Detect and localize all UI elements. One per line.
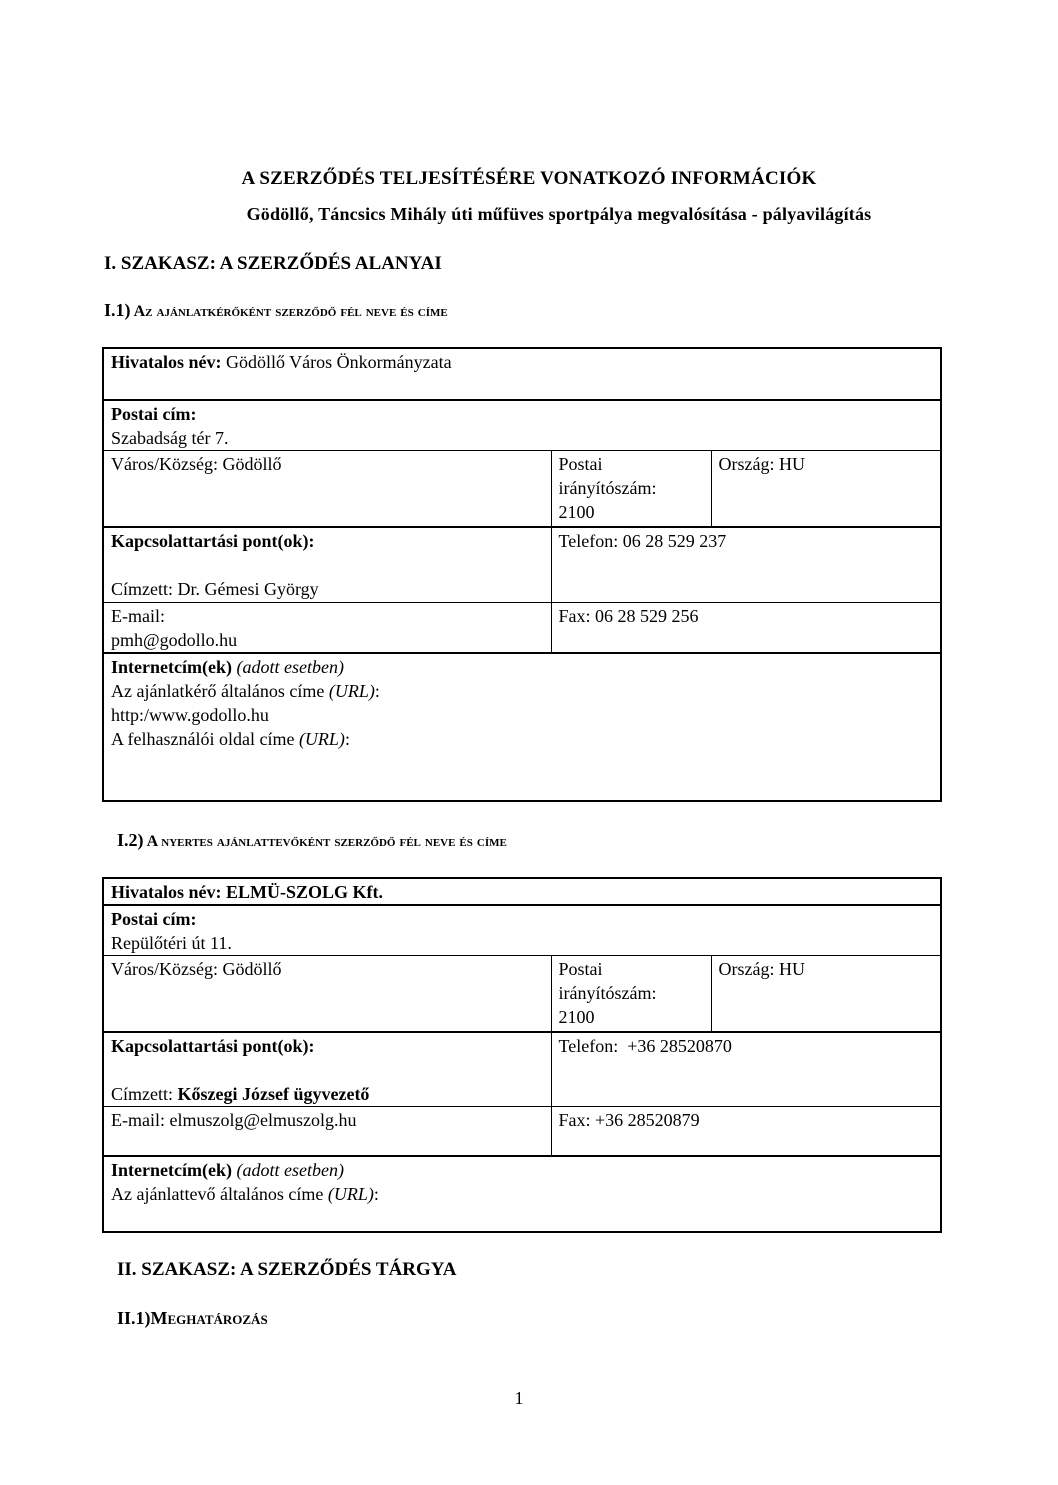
phone-cell — [551, 1032, 941, 1107]
city-value: Gödöllő — [217, 454, 282, 474]
email-value: elmuszolg@elmuszolg.hu — [164, 1109, 357, 1130]
page-number: 1 — [514, 1388, 524, 1408]
postcode-cell — [551, 956, 711, 1032]
official-name-cell — [103, 878, 941, 905]
section-2-heading: II. SZAKASZ: A SZERZŐDÉS TÁRGYA — [117, 1259, 457, 1280]
country-cell — [711, 956, 941, 1032]
city-cell — [103, 956, 551, 1032]
section-2-1-number: II.1) — [117, 1308, 151, 1328]
section-2-1-heading — [117, 1308, 268, 1329]
general-url-label: Az ajánlatkérő általános címe — [111, 681, 329, 701]
contact-label: Kapcsolattartási pont(ok): — [111, 1035, 315, 1056]
url-tag: (URL) — [327, 1184, 374, 1204]
section-1-heading: I. SZAKASZ: A SZERZŐDÉS ALANYAI — [104, 253, 442, 274]
fax-cell — [551, 603, 941, 654]
document-subtitle: Gödöllő, Táncsics Mihály úti műfüves sportpálya megvalósítása - pályavilágítás — [246, 204, 872, 224]
recipient-label: Címzett: — [111, 1083, 178, 1104]
country-label: Ország: — [718, 959, 775, 979]
fax-cell — [551, 1106, 941, 1156]
official-name-row — [103, 348, 941, 400]
city-label: Város/Község: — [111, 454, 218, 474]
url-tag: (URL) — [328, 681, 375, 701]
email-cell — [103, 1106, 551, 1156]
postal-address-cell — [103, 905, 941, 956]
contact-label: Kapcsolattartási pont(ok): — [111, 530, 315, 551]
recipient-label: Címzett: — [111, 578, 173, 599]
contracting-authority-table — [102, 347, 942, 802]
postal-address-label: Postai cím: — [111, 909, 197, 929]
official-name-label: Hivatalos név: — [111, 352, 222, 372]
postal-address-row — [103, 905, 941, 956]
internet-note: (adott esetben) — [231, 1160, 344, 1180]
postcode-cell — [551, 451, 711, 527]
phone-label: Telefon: — [558, 530, 619, 551]
internet-row — [103, 1156, 941, 1232]
colon: : — [373, 1184, 379, 1204]
official-name-row — [103, 878, 941, 905]
phone-value: 06 28 529 237 — [618, 530, 727, 551]
official-name-value: ELMÜ-SZOLG Kft. — [221, 882, 384, 902]
email-label: E-mail: — [111, 606, 165, 626]
postcode-label-line2: irányítószám: — [558, 478, 657, 498]
postal-address-cell — [103, 400, 941, 451]
internet-cell — [103, 653, 941, 801]
section-1-1-heading — [104, 300, 448, 321]
postcode-value: 2100 — [558, 1007, 595, 1027]
country-cell — [711, 451, 941, 527]
postcode-value: 2100 — [558, 502, 595, 522]
contact-cell — [103, 1032, 551, 1107]
official-name-value: Gödöllő Város Önkormányzata — [221, 352, 452, 372]
country-label: Ország: — [718, 454, 775, 474]
country-value: HU — [774, 959, 805, 979]
phone-value: +36 28520870 — [618, 1035, 732, 1056]
section-1-2-heading — [117, 830, 507, 851]
postal-address-label: Postai cím: — [111, 404, 197, 424]
internet-label: Internetcím(ek) — [111, 657, 232, 677]
section-1-1-text: Az ajánlatkérőként szerződő fél neve és címe — [133, 303, 448, 320]
section-1-2-number: I.2) — [117, 830, 144, 850]
official-name-label: Hivatalos név: — [111, 882, 222, 902]
city-row — [103, 451, 941, 527]
postcode-label-line1: Postai — [558, 959, 603, 979]
city-value: Gödöllő — [217, 959, 282, 979]
postcode-label-line2: irányítószám: — [558, 983, 657, 1003]
city-label: Város/Község: — [111, 959, 218, 979]
postal-address-value: Szabadság tér 7. — [111, 428, 229, 448]
city-cell — [103, 451, 551, 527]
fax-label: Fax: — [558, 606, 591, 626]
postal-address-value: Repülőtéri út 11. — [111, 933, 232, 953]
email-value: pmh@godollo.hu — [111, 630, 238, 650]
fax-value: +36 28520879 — [590, 1109, 700, 1130]
contact-row — [103, 1032, 941, 1107]
recipient-line — [111, 577, 544, 601]
fax-value: 06 28 529 256 — [590, 606, 699, 626]
postcode-label-line1: Postai — [558, 454, 603, 474]
section-2-1-text: Meghatározás — [150, 1308, 268, 1328]
winning-tenderer-table — [102, 877, 942, 1233]
internet-label: Internetcím(ek) — [111, 1160, 232, 1180]
general-url-label: Az ajánlattevő általános címe — [111, 1184, 328, 1204]
recipient-value: Dr. Gémesi György — [173, 578, 319, 599]
email-row — [103, 603, 941, 654]
official-name-cell — [103, 348, 941, 400]
internet-cell — [103, 1156, 941, 1232]
fax-label: Fax: — [558, 1109, 591, 1130]
phone-cell — [551, 527, 941, 603]
email-row — [103, 1106, 941, 1156]
contact-row — [103, 527, 941, 603]
email-cell — [103, 603, 551, 654]
email-label: E-mail: — [111, 1109, 165, 1130]
postal-address-row — [103, 400, 941, 451]
recipient-value: Kőszegi József ügyvezető — [177, 1083, 370, 1104]
internet-note: (adott esetben) — [231, 657, 344, 677]
country-value: HU — [774, 454, 805, 474]
city-row — [103, 956, 941, 1032]
internet-row — [103, 653, 941, 801]
section-1-1-number: I.1) — [104, 300, 131, 320]
colon: : — [374, 681, 380, 701]
section-1-2-text: A nyertes ajánlattevőként szerződő fél neve és címe — [146, 833, 507, 850]
document-title: A SZERZŐDÉS TELJESÍTÉSÉRE VONATKOZÓ INFORMÁCIÓK — [241, 168, 817, 189]
buyer-profile-label: A felhasználói oldal címe — [111, 729, 299, 749]
phone-label: Telefon: — [558, 1035, 619, 1056]
recipient-line — [111, 1082, 544, 1106]
contact-cell — [103, 527, 551, 603]
url-tag: (URL) — [298, 729, 345, 749]
colon: : — [344, 729, 350, 749]
general-url-value: http:/www.godollo.hu — [111, 705, 269, 725]
